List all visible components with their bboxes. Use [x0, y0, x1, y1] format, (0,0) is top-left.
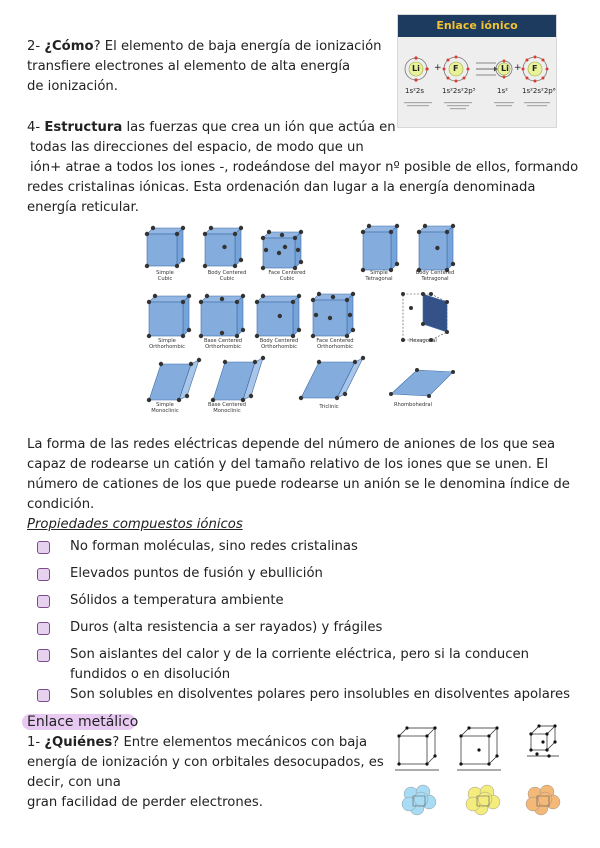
bullet-icon	[37, 541, 50, 554]
metallic-number: 1-	[27, 735, 41, 750]
lattice-label: Base Centered Orthorhombic	[203, 338, 243, 350]
f-config: 1s²2s²2p⁵	[442, 87, 476, 95]
metallic-cell	[395, 726, 439, 770]
property-item: Elevados puntos de fusión y ebullición	[70, 566, 323, 581]
section2-line1	[27, 37, 382, 57]
lattice-cell	[261, 230, 303, 270]
f-ion-symbol: F	[532, 64, 538, 73]
metallic-lattice-blob	[402, 785, 436, 815]
lattice-label: Body Centered Tetragonal	[415, 270, 455, 282]
rhombohedral-cell	[389, 368, 455, 398]
section4-line1-text: las fuerzas que crea un ión que actúa en	[122, 120, 396, 135]
metallic-lattice-figure	[391, 722, 566, 820]
lattice-cell	[361, 224, 399, 272]
lattice-label: Simple Orthorhombic	[149, 338, 185, 350]
lattice-label: Simple Tetragonal	[365, 270, 393, 282]
lattice-label: Simple Monoclinic	[151, 402, 179, 414]
lattice-label: Base Centered Monoclinic	[207, 402, 247, 414]
bullet-icon	[37, 649, 50, 662]
bullet-icon	[37, 689, 50, 702]
paragraph-line4: condición.	[27, 497, 95, 512]
metallic-line4: gran facilidad de perder electrones.	[27, 795, 263, 810]
lattice-label: Face Centered Orthorhombic	[316, 338, 354, 350]
paragraph-line1: La forma de las redes eléctricas depende del número de aniones de los que sea	[27, 437, 556, 452]
lattice-cell	[311, 292, 355, 338]
metallic-line1	[27, 733, 367, 753]
properties-title: Propiedades compuestos iónicos	[27, 517, 243, 532]
bullet-icon	[37, 595, 50, 608]
ionic-figure-title: Enlace iónico	[398, 15, 556, 37]
lattice-cell	[299, 356, 365, 400]
lattice-label: Body Centered Orthorhombic	[259, 338, 299, 350]
metallic-lattice-blob	[466, 785, 500, 815]
metallic-line2: energía de ionización y con orbitales desocupados, es	[27, 755, 384, 770]
li-ion-config: 1s²	[497, 87, 508, 95]
lattice-label: Triclinic	[319, 404, 339, 410]
lattice-cell	[255, 294, 301, 338]
section4-line1	[27, 118, 396, 138]
li-atom-symbol: Li	[412, 64, 420, 73]
lattice-label: Body Centered Cubic	[207, 270, 247, 282]
metallic-line3: decir, con una	[27, 775, 121, 790]
transfer-arrow	[476, 62, 498, 76]
lattice-cell	[203, 226, 243, 268]
lattice-label: Simple Cubic	[156, 270, 174, 282]
f-atom-symbol: F	[453, 64, 459, 73]
section4-number: 4-	[27, 120, 41, 135]
plus-sign-1: +	[434, 63, 442, 73]
lattice-cell	[417, 224, 455, 272]
lattice-cell	[147, 294, 191, 338]
plus-sign-2: +	[514, 63, 522, 73]
paragraph-line2: capaz de rodearse un catión y del tamaño relativo de los iones que se unen. El	[27, 457, 549, 472]
section2-line3: de ionización.	[27, 79, 118, 94]
property-item: Son solubles en disolventes polares pero insolubles en disolventes apolares	[70, 687, 570, 702]
section4-line5: energía reticular.	[27, 200, 139, 215]
hexagonal-cell	[401, 292, 449, 342]
bullet-icon	[37, 622, 50, 635]
section2-line1-text: ? El elemento de baja energía de ionización	[93, 39, 382, 54]
metallic-line1-text: ? Entre elementos mecánicos con baja	[112, 735, 368, 750]
section2-line2: transfiere electrones al elemento de alta energía	[27, 59, 351, 74]
li-config: 1s²2s	[405, 87, 425, 95]
lattice-cells-drawing	[141, 222, 467, 414]
section4-line4: redes cristalinas iónicas. Esta ordenación dan lugar a la energía denominada	[27, 180, 536, 195]
property-item: Son aislantes del calor y de la corriente eléctrica, pero si la conducen	[70, 647, 530, 662]
property-item: No forman moléculas, sino redes cristalinas	[70, 539, 358, 554]
section2-keyword: ¿Cómo	[44, 39, 94, 54]
metallic-lattice-blob	[526, 785, 560, 815]
lattice-cell	[147, 358, 201, 402]
ionic-caption-marks	[398, 100, 556, 114]
section4-line2: todas las direcciones del espacio, de modo que un	[30, 140, 364, 155]
section2-number: 2-	[27, 39, 41, 54]
ionic-bond-figure	[397, 14, 557, 128]
lattice-cell	[211, 356, 265, 402]
lattice-cell	[145, 226, 185, 268]
property-item-continued: fundidos o en disolución	[70, 667, 231, 682]
li-ion-symbol: Li	[501, 64, 509, 73]
lattice-cell	[199, 294, 245, 338]
lattice-label: Hexagonal	[409, 338, 437, 344]
lattice-label: Face Centered Cubic	[268, 270, 306, 282]
metallic-cell	[457, 726, 501, 770]
section4-keyword: Estructura	[44, 120, 123, 135]
crystal-lattice-figure	[141, 222, 467, 414]
lattice-label: Rhombohedral	[393, 402, 433, 408]
section4-line3: ión+ atrae a todos los iones -, rodeándose del mayor nº posible de ellos, formando	[30, 160, 579, 175]
paragraph-line3: número de cationes de los que puede rodearse un anión se le denomina índice de	[27, 477, 570, 492]
bullet-icon	[37, 568, 50, 581]
metallic-cell	[527, 724, 559, 757]
metallic-title: Enlace metálico	[27, 714, 139, 730]
metallic-keyword: ¿Quiénes	[44, 735, 113, 750]
f-ion-config: 1s²2s²2p⁶	[522, 87, 556, 95]
property-item: Sólidos a temperatura ambiente	[70, 593, 284, 608]
property-item: Duros (alta resistencia a ser rayados) y frágiles	[70, 620, 383, 635]
metallic-structures-drawing	[391, 722, 566, 820]
